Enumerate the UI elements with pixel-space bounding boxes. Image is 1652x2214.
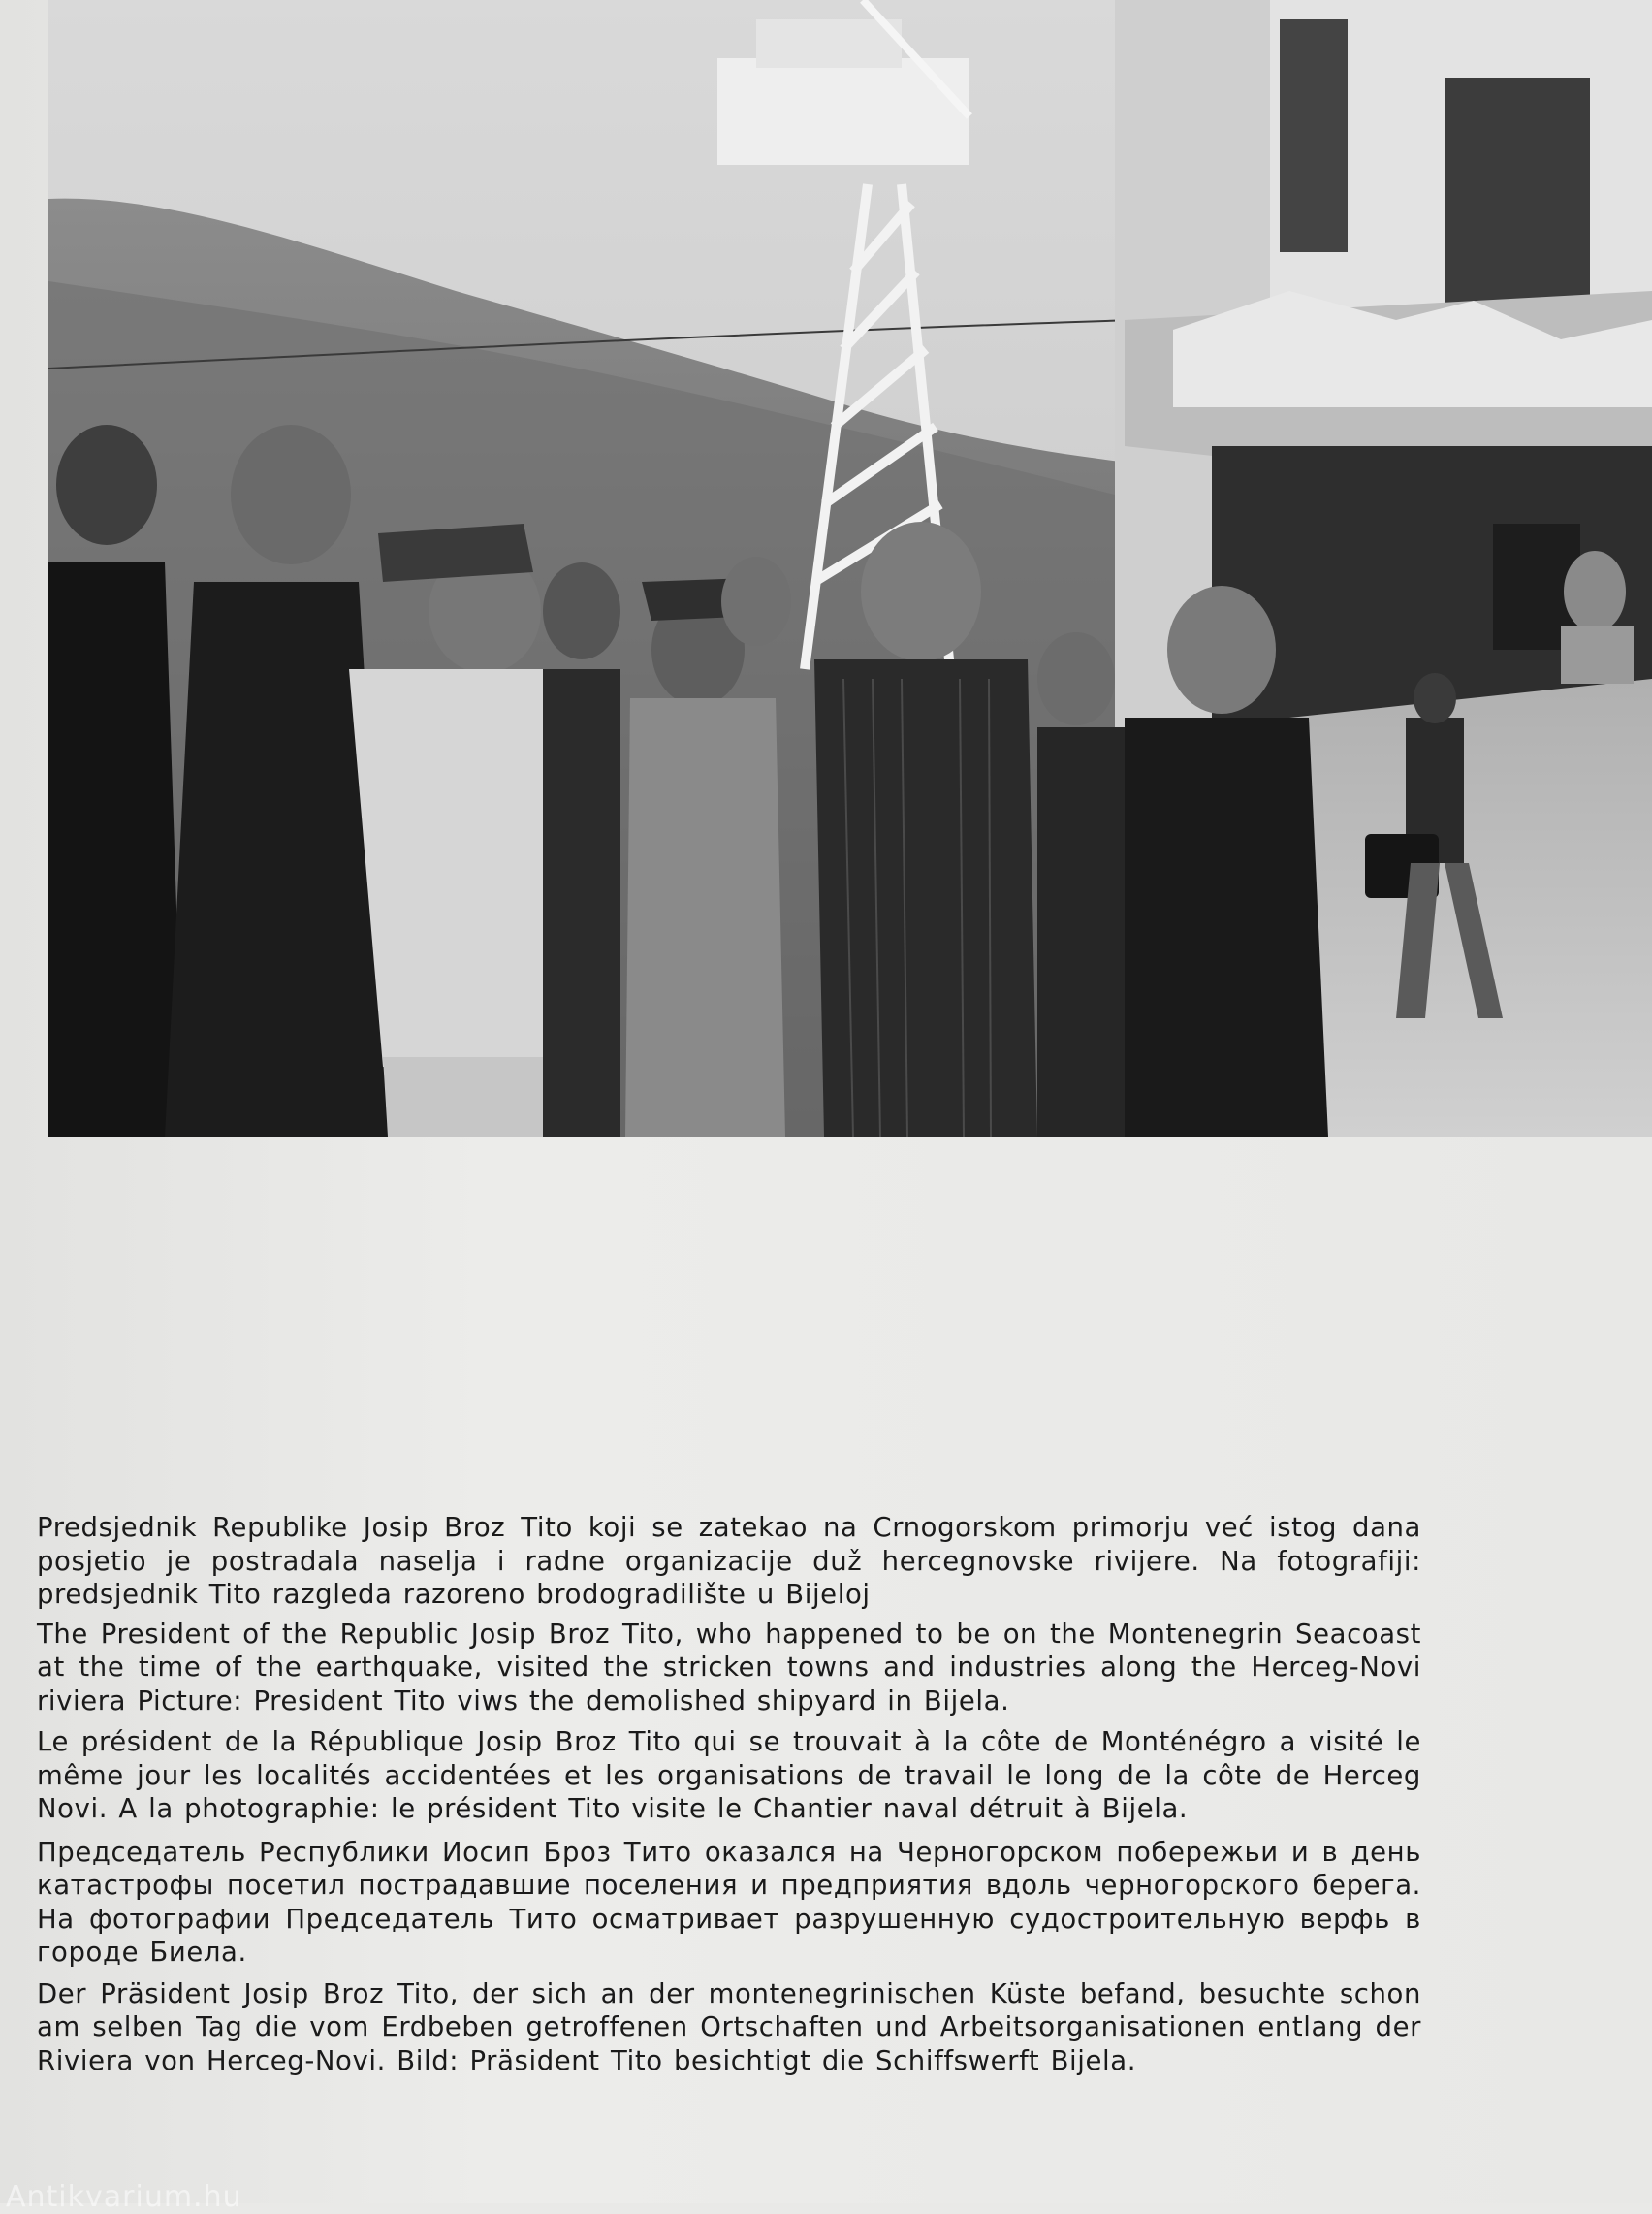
caption-german: Der Präsident Josip Broz Tito, der sich an der montenegrinischen Küste befand, besuchte schon am selben Tag die vom Erdbeben getroffenen Ortschaften und Arbeitsorganisationen entlang der Riviera von Herceg-Novi. Bild: Präsident Tito besichtigt die Schiffswerft Bijela. bbox=[37, 1977, 1421, 2076]
watermark: Antikvarium.hu bbox=[6, 2180, 242, 2214]
caption-serbian: Predsjednik Republike Josip Broz Tito koji se zatekao na Crnogorskom primorju već istog dana posjetio je postradala naselja i radne organizacije duž hercegnovske rivijere. Na fotografiji: predsjednik Tito razgleda razoreno brodogradilište u Bijeloj bbox=[37, 1512, 1421, 1610]
caption-english: The President of the Republic Josip Broz Tito, who happened to be on the Montenegrin Seacoast at the time of the earthquake, visited the stricken towns and industries along the Herceg-Novi riviera Picture: President Tito viws the demolished shipyard in Bijela. bbox=[37, 1618, 1421, 1717]
photograph bbox=[48, 0, 1652, 1137]
caption-block bbox=[37, 1511, 1421, 2087]
caption-french: Le président de la République Josip Broz Tito qui se trouvait à la côte de Monténégro a visité le même jour les localités accidentées et les organisations de travail le long de la côte de Herceg Novi. A la photographie: le président Tito visite le Chantier naval détruit à Bijela. bbox=[37, 1726, 1421, 1824]
caption-russian: Председатель Республики Иосип Броз Тито оказался на Черногорском побережьи и в день катастрофы посетил пострадавшие поселения и предприятия вдоль черногорского берега. На фотографии Председатель Тито осматривает разрушенную судостроительную верфь в городе Биела. bbox=[37, 1836, 1421, 1968]
